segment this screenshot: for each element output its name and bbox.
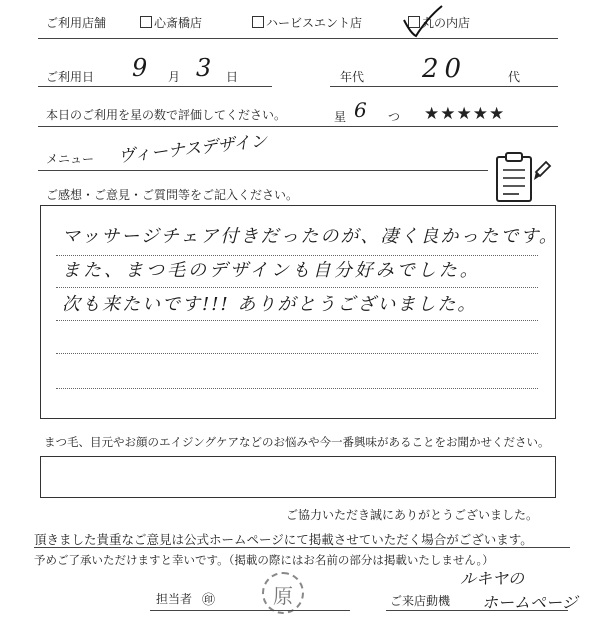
date-day-value: 3 xyxy=(196,54,212,82)
checkmark-icon xyxy=(398,4,446,40)
date-underline xyxy=(38,86,272,87)
rating-suffix: つ xyxy=(388,110,401,124)
store-option-herbis[interactable]: ハービスエント店 xyxy=(252,14,362,31)
divider xyxy=(38,126,558,127)
staff-stamp-icon xyxy=(262,572,304,614)
age-underline xyxy=(330,86,558,87)
thanks-text: ご協力いただき誠にありがとうございました。 xyxy=(286,508,539,522)
rating-prompt: 本日のご利用を星の数で評価してください。 xyxy=(46,108,287,122)
concerns-label: まつ毛、目元やお顔のエイジングケアなどのお悩みや今一番興味があることをお聞かせください。 xyxy=(44,435,550,449)
notice-underline xyxy=(34,547,570,548)
comment-line-1: マッサージチェア付きだったのが、凄く良かったです。 xyxy=(62,226,559,247)
seal-mark-icon: ㊞ xyxy=(202,593,216,608)
checkbox-icon xyxy=(140,16,152,28)
visit-reason-value-line2: ホームページ xyxy=(482,593,578,612)
visit-reason-label: ご来店動機 xyxy=(390,594,451,608)
staff-underline xyxy=(150,610,350,611)
date-label: ご利用日 xyxy=(46,70,95,84)
day-unit: 日 xyxy=(226,70,239,84)
ruled-line xyxy=(56,353,538,354)
store-label: ご利用店舗 xyxy=(46,16,107,30)
age-label: 年代 xyxy=(340,70,365,84)
visit-reason-underline xyxy=(386,610,568,611)
month-unit: 月 xyxy=(168,70,181,84)
rating-prefix: 星 xyxy=(334,110,347,124)
ruled-line xyxy=(56,388,538,389)
divider xyxy=(38,38,558,39)
menu-underline xyxy=(38,170,488,171)
age-value: 20 xyxy=(422,54,468,84)
visit-reason-value-line1: ルキヤの xyxy=(460,569,525,588)
concerns-box[interactable] xyxy=(40,456,556,498)
clipboard-icon xyxy=(492,150,552,206)
ruled-line xyxy=(56,320,538,321)
comment-line-3: 次も来たいです!!! ありがとうございました。 xyxy=(62,294,478,315)
notice-line-2: 予めご了承いただけますと幸いです。（掲載の際にはお名前の部分は掲載いたしません。） xyxy=(34,553,494,567)
date-month-value: 9 xyxy=(132,54,148,82)
menu-label: メニュー xyxy=(46,152,95,166)
rating-value: 6 xyxy=(354,98,367,122)
notice-line-1: 頂きました貴重なご意見は公式ホームページにて掲載させていただく場合がございます。 xyxy=(34,532,533,547)
age-unit: 代 xyxy=(508,70,521,84)
rating-stars: ★★★★★ xyxy=(424,104,506,124)
comment-line-2: また、まつ毛のデザインも自分好みでした。 xyxy=(62,260,481,281)
store-option-marunouchi[interactable]: 丸の内店 xyxy=(408,14,470,31)
comments-label: ご感想・ご意見・ご質問等をご記入ください。 xyxy=(46,188,299,202)
ruled-line xyxy=(56,287,538,288)
checkbox-icon xyxy=(252,16,264,28)
menu-value: ヴィーナスデザイン xyxy=(117,131,269,167)
staff-label: 担当者 xyxy=(156,592,193,606)
staff-stamp-text: 原 xyxy=(273,584,293,608)
store-option-shinsaibashi[interactable]: 心斎橋店 xyxy=(140,14,202,31)
